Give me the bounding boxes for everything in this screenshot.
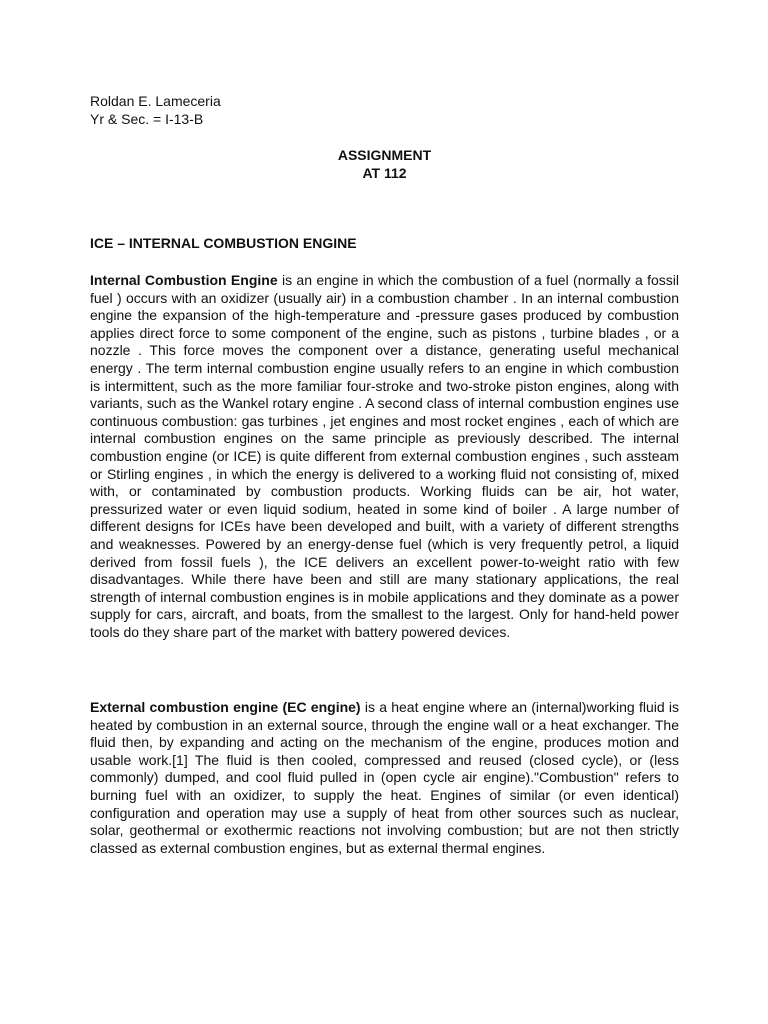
- author-block: [90, 93, 679, 128]
- course-code: AT 112: [362, 164, 407, 181]
- paragraph-external-combustion: [90, 699, 679, 857]
- paragraph-body: is an engine in which the combustion of a fuel (normally a fossil fuel ) occurs with an oxidizer (usually air) in a combustion chamber . In an internal combustion engine the expansion of the high-temperature and -pressure gases produced by combustion applies direct force to some component of the engine, such as pistons , turbine blades , or a nozzle . This force moves the component over a distance, generating useful mechanical energy . The term internal combustion engine usually refers to an engine in which combustion is intermittent, such as the more familiar four-stroke and two-stroke piston engines, along with variants, such as the Wankel rotary engine . A second class of internal combustion engines use continuous combustion: gas turbines , jet engines and most rocket engines , each of which are internal combustion engines on the same principle as previously described. The internal combustion engine (or ICE) is quite different from external combustion engines , such assteam or Stirling engines , in which the energy is delivered to a working fluid not consisting of, mixed with, or contaminated by combustion products. Working fluids can be air, hot water, pressurized water or even liquid sodium, heated in some kind of boiler . A large number of different designs for ICEs have been developed and built, with a variety of different strengths and weaknesses. Powered by an energy-dense fuel (which is very frequently petrol, a liquid derived from fossil fuels ), the ICE delivers an excellent power-to-weight ratio with few disadvantages. While there have been and still are many stationary applications, the real strength of internal combustion engines is in mobile applications and they dominate as a power supply for cars, aircraft, and boats, from the smallest to the largest. Only for hand-held power tools do they share part of the market with battery powered devices.: [90, 272, 679, 640]
- assignment-heading: [90, 147, 679, 182]
- paragraph-internal-combustion: [90, 272, 679, 641]
- assignment-title: ASSIGNMENT: [337, 147, 432, 163]
- paragraph-lead-term: Internal Combustion Engine: [90, 272, 278, 288]
- section-title: ICE – INTERNAL COMBUSTION ENGINE: [90, 235, 357, 251]
- author-name: Roldan E. Lameceria: [90, 93, 221, 109]
- paragraph-lead-term: External combustion engine (EC engine): [90, 699, 361, 715]
- author-section: Yr & Sec. = I-13-B: [90, 110, 204, 127]
- paragraph-body: is a heat engine where an (internal)working fluid is heated by combustion in an external source, through the engine wall or a heat exchanger. The fluid then, by expanding and acting on the mechanism of the engine, produces motion and usable work.[1] The fluid is then cooled, compressed and reused (closed cycle), or (less commonly) dumped, and cool fluid pulled in (open cycle air engine)."Combustion" refers to burning fuel with an oxidizer, to supply the heat. Engines of similar (or even identical) configuration and operation may use a supply of heat from other sources such as nuclear, solar, geothermal or exothermic reactions not involving combustion; but are not then strictly classed as external combustion engines, but as external thermal engines.: [90, 699, 679, 856]
